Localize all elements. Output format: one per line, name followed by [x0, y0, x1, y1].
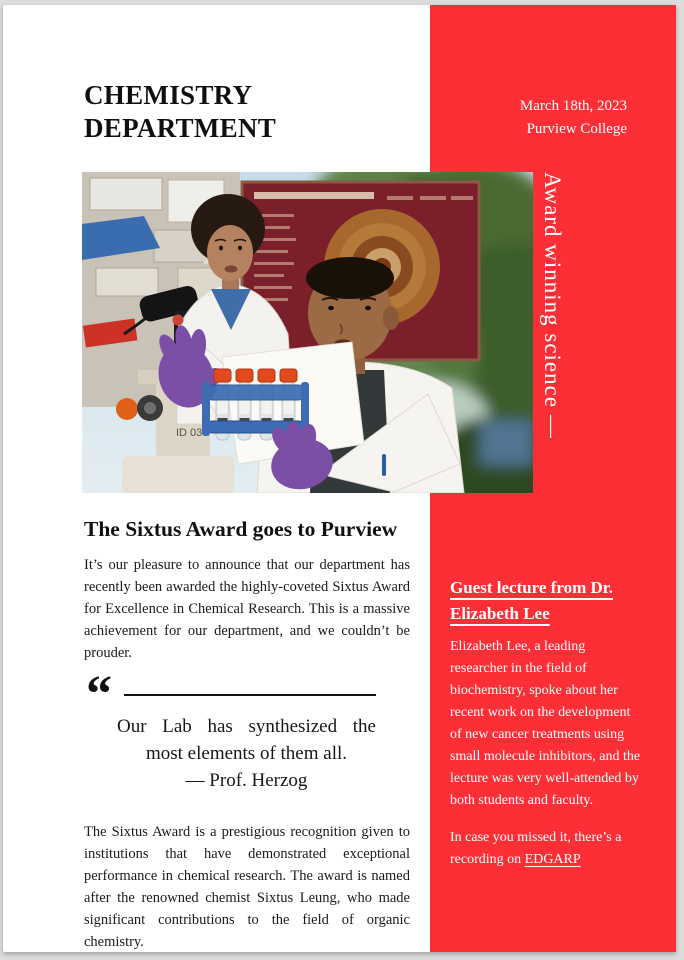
microscope-id-label: ID 03	[176, 427, 203, 439]
pull-quote-attribution: — Prof. Herzog	[185, 770, 308, 792]
quote-mark-icon: “	[86, 666, 112, 724]
main-article	[84, 517, 410, 953]
lab-photo-illustration	[82, 172, 533, 493]
sidebar-guest-lecture	[450, 575, 644, 871]
guest-lecture-heading: Guest lecture from Dr. Elizabeth Lee	[450, 578, 614, 624]
lab-photo	[82, 172, 533, 493]
masthead-title	[84, 79, 276, 145]
recording-note	[450, 827, 644, 871]
pull-quote	[117, 714, 376, 795]
masthead-title-line1: CHEMISTRY	[84, 80, 253, 110]
recording-note-text: In case you missed it, there’s a recording on	[450, 829, 622, 867]
pull-quote-line2: most elements of them all.	[145, 743, 348, 765]
issue-info	[520, 95, 627, 142]
vertical-tagline: Award winning science —	[540, 172, 565, 439]
article-paragraph-1: It’s our pleasure to announce that our department has recently been awarded the highly-coveted Sixtus Award for Excellence in Chemical Research. This is a massive achievement for our department, and we couldn’t be prouder.	[84, 557, 410, 662]
recording-link[interactable]: EDGARP	[524, 851, 581, 867]
newsletter-page	[3, 5, 676, 952]
quote-divider-line	[124, 694, 376, 696]
article-paragraph-2: The Sixtus Award is a prestigious recognition given to institutions that have demonstrated exceptional performance in chemical research. The award is named after the renowned chemist Sixtus Leung, who made significant contributions to the field of organic chemistry.	[84, 824, 410, 951]
issue-date: March 18th, 2023	[519, 98, 627, 114]
pull-quote-rule	[86, 666, 376, 724]
pull-quote-line1: Our Lab has synthesized the	[117, 716, 376, 738]
masthead-title-line2: DEPARTMENT	[84, 112, 277, 143]
institution-name: Purview College	[526, 121, 627, 138]
guest-lecture-body: Elizabeth Lee, a leading researcher in the field of biochemistry, spoke about her recent work on the development of new cancer treatments using small molecule inhibitors, and the lecture was very well-attended by both students and faculty.	[450, 638, 641, 809]
article-heading: The Sixtus Award goes to Purview	[84, 517, 398, 541]
